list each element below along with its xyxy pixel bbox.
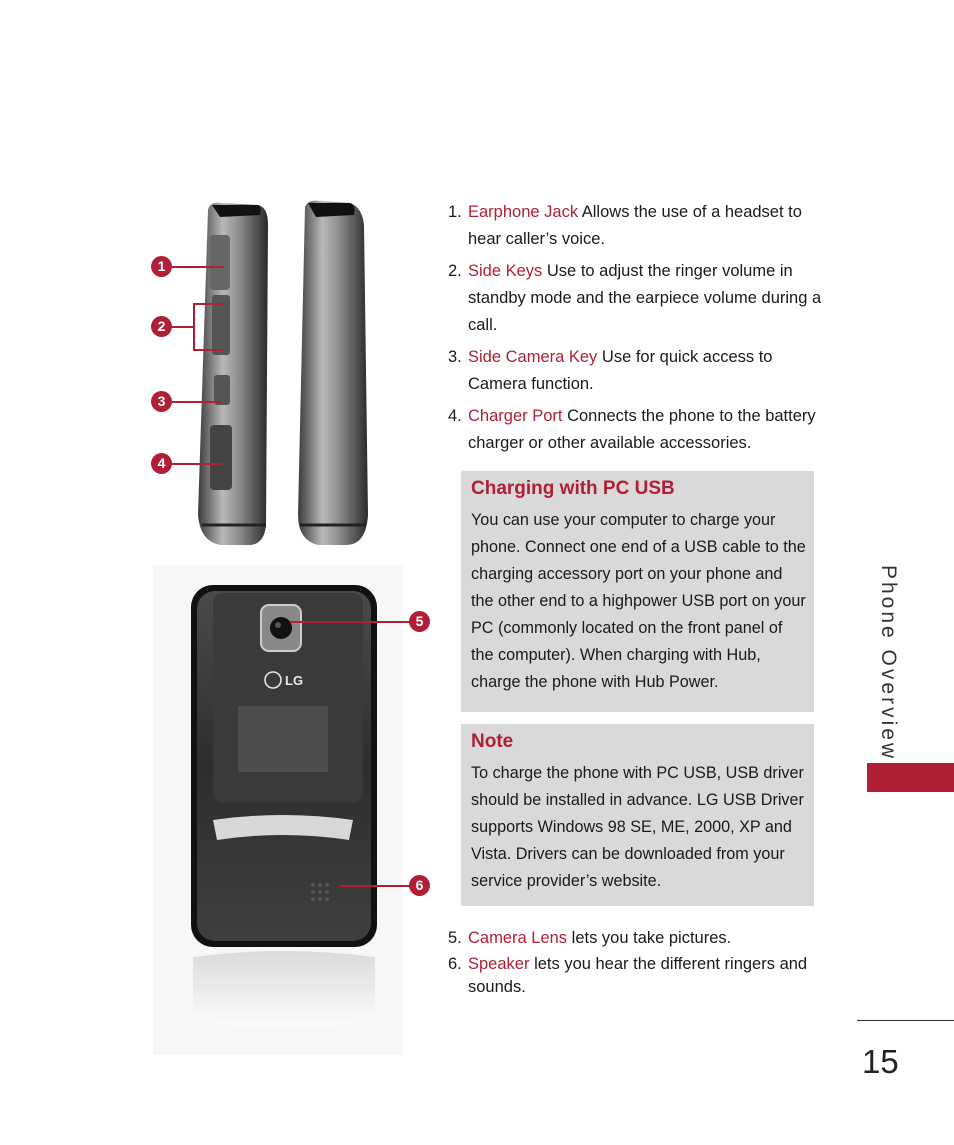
item-desc: Connects the phone to the battery charger or other available accessories. [468,407,816,452]
list-item: 1. Earphone Jack Allows the use of a headset to hear caller’s voice. [448,203,802,248]
note-box-text: To charge the phone with PC USB, USB driver should be installed in advance. LG USB Driver supports Windows 98 SE, ME, 2000, XP and Vista. Drivers can be downloaded from your service provider’s website. [471,764,804,890]
list-item: 3. Side Camera Key Use for quick access to Camera function. [448,348,773,393]
callout-6: 6 [409,875,430,896]
callout-line-1 [172,266,224,268]
item-desc: Use to adjust the ringer volume in standby mode and the earpiece volume during a call. [468,262,822,334]
charging-box-text: You can use your computer to charge your phone. Connect one end of a USB cable to the charging accessory port on your phone and the other end to a highpower USB port on your PC (commonly located on the front panel of the computer). When charging with Hub, charge the phone with Hub Power. [471,511,806,691]
callout-line-5 [290,621,410,623]
charging-info-box [461,471,814,712]
note-box-title: Note [471,731,514,752]
callout-1: 1 [151,256,172,277]
item-term: Earphone Jack [468,203,579,221]
callout-line-3 [172,401,222,403]
callout-3: 3 [151,391,172,412]
list-item: 4. Charger Port Connects the phone to the battery charger or other available accessories. [448,407,816,452]
item-term: Side Camera Key [468,348,598,366]
list-item: 6. Speaker lets you hear the different ringers and sounds. [448,955,808,996]
item-desc: Allows the use of a headset to hear caller’s voice. [468,203,802,248]
callout-line-4 [172,463,222,465]
page-number: 15 [862,1043,899,1080]
footer-rule [857,1020,954,1021]
callout-2: 2 [151,316,172,337]
callout-5: 5 [409,611,430,632]
list-item: 2. Side Keys Use to adjust the ringer volume in standby mode and the earpiece volume during a call. [448,262,822,334]
list-item: 5. Camera Lens lets you take pictures. [448,929,732,947]
callout-4: 4 [151,453,172,474]
feature-list-bottom [448,925,828,999]
item-desc: Use for quick access to Camera function. [468,348,773,393]
section-tab-marker [867,763,954,792]
item-term: Camera Lens [468,929,568,947]
item-desc: lets you hear the different ringers and sounds. [468,955,808,996]
item-term: Charger Port [468,407,563,425]
item-term: Speaker [468,955,530,973]
feature-list-top [448,199,828,457]
callout-line-6 [340,885,410,887]
note-box [461,724,814,906]
item-desc: lets you take pictures. [571,929,732,947]
charging-box-title: Charging with PC USB [471,478,675,499]
phone-front-illustration [153,565,403,1055]
item-term: Side Keys [468,262,543,280]
section-title-vertical: Phone Overview [877,565,900,762]
callout-bracket-2 [193,303,223,351]
phone-logo-text: LG [285,673,304,688]
callout-line-2 [172,326,194,328]
phone-side-views-illustration [150,195,380,555]
